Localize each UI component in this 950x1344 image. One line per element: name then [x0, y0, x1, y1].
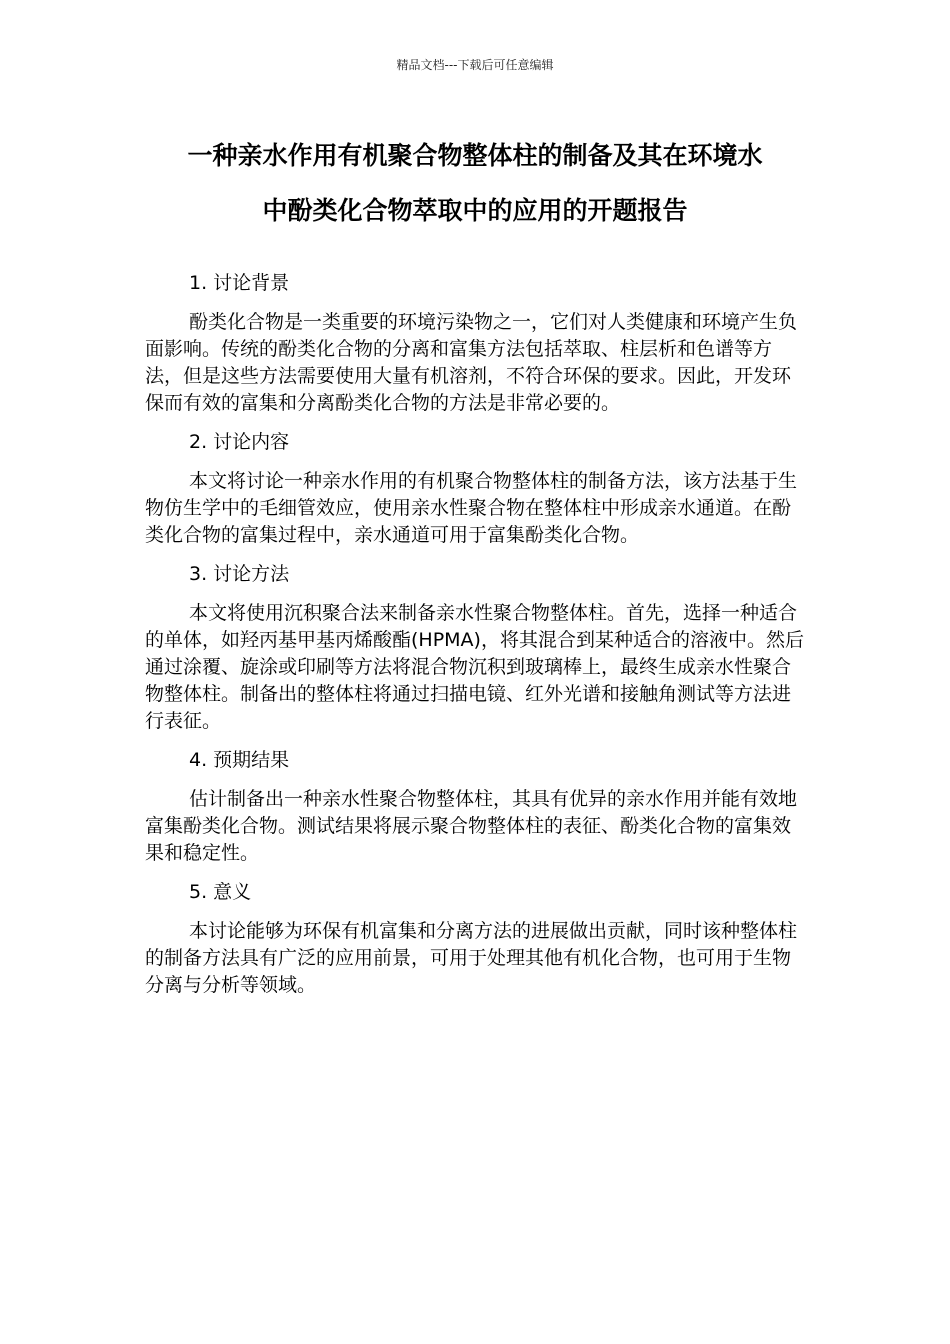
document-title-line-1: 一种亲水作用有机聚合物整体柱的制备及其在环境水	[187, 141, 763, 170]
section-paragraph-method: 本文将使用沉积聚合法来制备亲水性聚合物整体柱。首先，选择一种适合的单体，如羟丙基甲基丙烯酸酯(HPMA)，将其混合到某种适合的溶液中。然后通过涂覆、旋涂或印刷等方法将混合物沉积到玻璃棒上，最终生成亲水性聚合物整体柱。制备出的整体柱将通过扫描电镜、红外光谱和接触角测试等方法进行表征。	[145, 602, 804, 732]
document-title-line-2: 中酚类化合物萃取中的应用的开题报告	[262, 196, 688, 225]
document-body	[145, 270, 805, 1011]
section-paragraph-background: 酚类化合物是一类重要的环境污染物之一，它们对人类健康和环境产生负面影响。传统的酚类化合物的分离和富集方法包括萃取、柱层析和色谱等方法，但是这些方法需要使用大量有机溶剂，不符合环保的要求。因此，开发环保而有效的富集和分离酚类化合物的方法是非常必要的。	[145, 311, 798, 414]
section-heading-content: 2. 讨论内容	[189, 431, 290, 453]
section-heading-background: 1. 讨论背景	[189, 272, 290, 294]
header-watermark: 精品文档---下载后可任意编辑	[396, 58, 554, 72]
section-paragraph-content: 本文将讨论一种亲水作用的有机聚合物整体柱的制备方法，该方法基于生物仿生学中的毛细管效应，使用亲水性聚合物在整体柱中形成亲水通道。在酚类化合物的富集过程中，亲水通道可用于富集酚类化合物。	[145, 470, 798, 546]
section-paragraph-significance: 本讨论能够为环保有机富集和分离方法的进展做出贡献，同时该种整体柱的制备方法具有广泛的应用前景，可用于处理其他有机化合物，也可用于生物分离与分析等领域。	[145, 920, 798, 996]
section-paragraph-expected-results: 估计制备出一种亲水性聚合物整体柱，其具有优异的亲水作用并能有效地富集酚类化合物。测试结果将展示聚合物整体柱的表征、酚类化合物的富集效果和稳定性。	[145, 788, 798, 864]
section-heading-significance: 5. 意义	[189, 881, 252, 903]
section-heading-expected-results: 4. 预期结果	[189, 749, 290, 771]
section-heading-method: 3. 讨论方法	[189, 563, 290, 585]
